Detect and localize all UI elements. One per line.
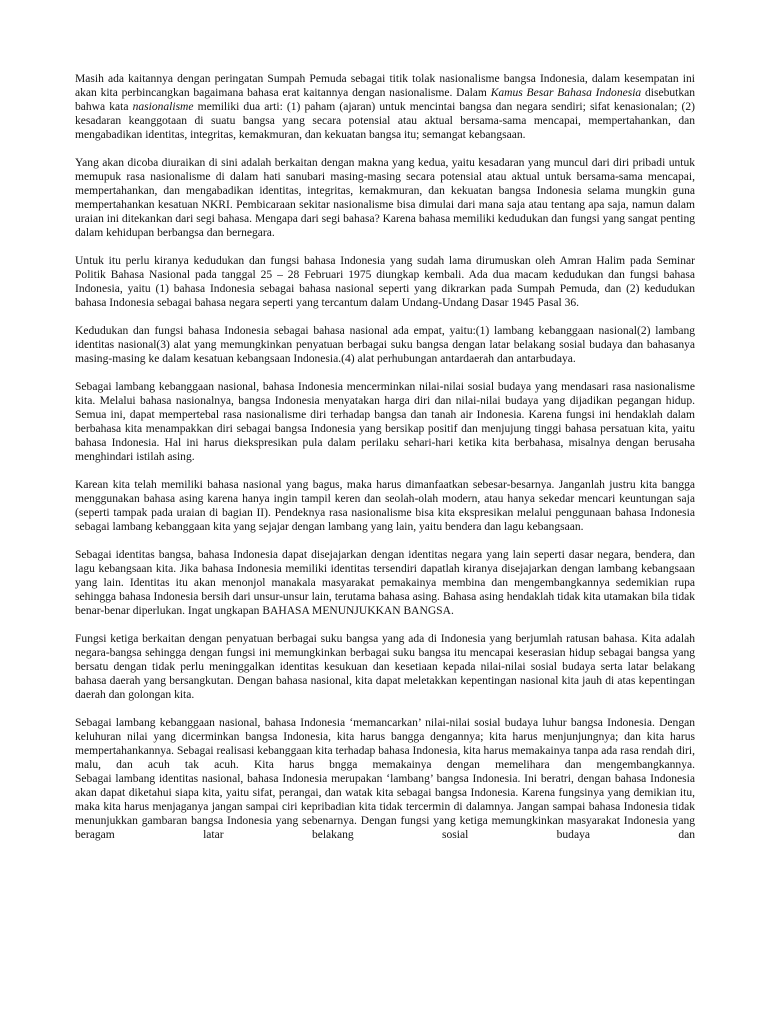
paragraph-7: Sebagai identitas bangsa, bahasa Indonesia dapat disejajarkan dengan identitas negara yang lain seperti dasar negara, bendera, dan lagu kebangsaan kita. Jika bahasa Indonesia memiliki identitas tersendiri dapatlah kiranya disejajarkan dengan lambang kebangsaan yang lain. Identitas itu akan menonjol manakala masyarakat pemakainya membina dan mengembangkannya sedemikian rupa sehingga bahasa Indonesia bersih dari unsur-unsur lain, terutama bahasa asing. Bahasa asing hendaklah tidak kita utamakan bila tidak benar-benar diperlukan. Ingat ungkapan BAHASA MENUNJUKKAN BANGSA. [75, 549, 695, 617]
paragraph-5: Sebagai lambang kebanggaan nasional, bahasa Indonesia mencerminkan nilai-nilai sosial budaya yang mendasari rasa nasionalisme kita. Melalui bahasa nasionalnya, bangsa Indonesia menyatakan harga diri dan nilai-nilai budaya yang dijadikan pegangan hidup. Semua ini, dapat mempertebal rasa nasionalisme diri terhadap bangsa dan tanah air Indonesia. Karena fungsi ini hendaklah dalam berbahasa kita menampakkan diri sebagai bangsa Indonesia yang bersikap positif dan menjujung tinggi bahasa persatuan kita, yaitu bahasa Indonesia. Hal ini harus diekspresikan pula dalam perilaku sehari-hari ketika kita berbahasa, misalnya dengan berusaha menghindari istilah asing. [75, 381, 695, 463]
paragraph-3: Untuk itu perlu kiranya kedudukan dan fungsi bahasa Indonesia yang sudah lama dirumuskan oleh Amran Halim pada Seminar Politik Bahasa Nasional pada tanggal 25 – 28 Februari 1975 diungkap kembali. Ada dua macam kedudukan dan fungsi bahasa Indonesia, yaitu (1) bahasa Indonesia sebagai bahasa nasional seperti yang dikrarkan pada Sumpah Pemuda, dan (2) kedudukan bahasa Indonesia sebagai bahasa negara seperti yang tercantum dalam Undang-Undang Dasar 1945 Pasal 36. [75, 254, 695, 309]
paragraph-1-italic-nasionalisme: nasionalisme [132, 100, 194, 113]
paragraph-1-italic-kbbi: Kamus Besar Bahasa Indonesia [490, 86, 642, 99]
paragraph-2: Yang akan dicoba diuraikan di sini adalah berkaitan dengan makna yang kedua, yaitu kesadaran yang muncul dari diri pribadi untuk memupuk rasa nasionalisme di dalam hati sanubari masing-masing secara potensial atau aktual untuk bersama-sama mencapai, mempertahankan, dan mengabadikan identitas, integritas, kemakmuran, dan kekuatan bangsa Indonesia selama mungkin guna mempertahankan kesatuan NKRI. Pembicaraan sekitar nasionalisme bisa dimulai dari mana saja atau tentang apa saja, namun dalam uraian ini ditekankan dari segi bahasa. Mengapa dari segi bahasa? Karena bahasa memiliki kedudukan dan fungsi yang sangat penting dalam kehidupan berbangsa dan bernegara. [75, 157, 695, 239]
paragraph-1 [75, 73, 695, 143]
paragraph-4: Kedudukan dan fungsi bahasa Indonesia sebagai bahasa nasional ada empat, yaitu:(1) lambang kebanggaan nasional(2) lambang identitas nasional(3) alat yang memungkinkan penyatuan berbagai suku bangsa dengan latar belakang sosial budaya dan bahasanya masing-masing ke dalam kesatuan kebangsaan Indonesia.(4) alat perhubungan antardaerah dan antarbudaya. [75, 325, 695, 365]
paragraph-1-text-c: memiliki dua arti: (1) paham (ajaran) untuk mencintai bangsa dan negara sendiri; sifat kenasionalan; (2) kesadaran keanggotaan di suatu bangsa yang secara potensial atau aktual bersama-sama mencapai, mempertahankan, dan mengabadikan identitas, integritas, kemakmuran, dan kekuatan bangsa itu; semangat kebangsaan. [75, 100, 695, 141]
paragraph-6: Karean kita telah memiliki bahasa nasional yang bagus, maka harus dimanfaatkan sebesar-besarnya. Janganlah justru kita bangga menggunakan bahasa asing karena hanya ingin tampil keren dan seolah-olah modern, atau hanya sekedar mencari keuntungan saja (seperti tampak pada uraian di bagian II). Pendeknya rasa nasionalisme bisa kita ekspresikan melalui penggunaan bahasa Indonesia sebagai lambang kebanggaan kita yang sejajar dengan lambang yang lain, yaitu bendera dan lagu kebangsaan. [75, 479, 695, 533]
paragraph-9b: Sebagai lambang identitas nasional, bahasa Indonesia merupakan ‘lambang’ bangsa Indonesia. Ini beratri, dengan bahasa Indonesia akan dapat diketahui siapa kita, yaitu sifat, perangai, dan watak kita sebagai bangsa Indonesia. Karena fungsinya yang demikian itu, maka kita harus menjaganya jangan sampai ciri kepribadian kita tidak tercermin di dalamnya. Jangan sampai bahasa Indonesia tidak menunjukkan gambaran bangsa Indonesia yang sebenarnya. Dengan fungsi yang ketiga memungkinkan masyarakat Indonesia yang beragam latar belakang sosial budaya dan [75, 773, 695, 841]
paragraph-9a: Sebagai lambang kebanggaan nasional, bahasa Indonesia ‘memancarkan’ nilai-nilai sosial budaya luhur bangsa Indonesia. Dengan keluhuran nilai yang dicerminkan bangsa Indonesia, kita harus bangga dengannya; kita harus menjunjungnya; dan kita harus mempertahankannya. Sebagai realisasi kebanggaan kita terhadap bahasa Indonesia, kita harus memakainya tanpa ada rasa rendah diri, malu, dan acuh tak acuh. Kita harus bngga memakainya dengan memelihara dan mengembangkannya. [75, 717, 695, 772]
paragraph-1-text-b: disebutkan bahwa kata [75, 86, 695, 113]
paragraph-1-text-a: Masih ada kaitannya dengan peringatan Sumpah Pemuda sebagai titik tolak nasionalisme bangsa Indonesia, dalam kesempatan ini akan kita perbincangkan bagaimana bahasa erat kaitannya dengan nasionalisme. Dalam [75, 73, 695, 99]
document-body [75, 73, 695, 843]
paragraph-8: Fungsi ketiga berkaitan dengan penyatuan berbagai suku bangsa yang ada di Indonesia yang berjumlah ratusan bahasa. Kita adalah negara-bangsa sehingga dengan fungsi ini memungkinkan berbagai suku bangsa itu mencapai keserasian hidup sebagai bangsa yang bersatu dengan tidak perlu meninggalkan identitas kesukuan dan kesetiaan kepada nilai-nilai sosial budaya serta latar belakang bahasa daerah yang bersangkutan. Dengan bahasa nasional, kita dapat meletakkan kepentingan nasional kita jauh di atas kepentingan daerah dan golongan kita. [75, 633, 695, 702]
